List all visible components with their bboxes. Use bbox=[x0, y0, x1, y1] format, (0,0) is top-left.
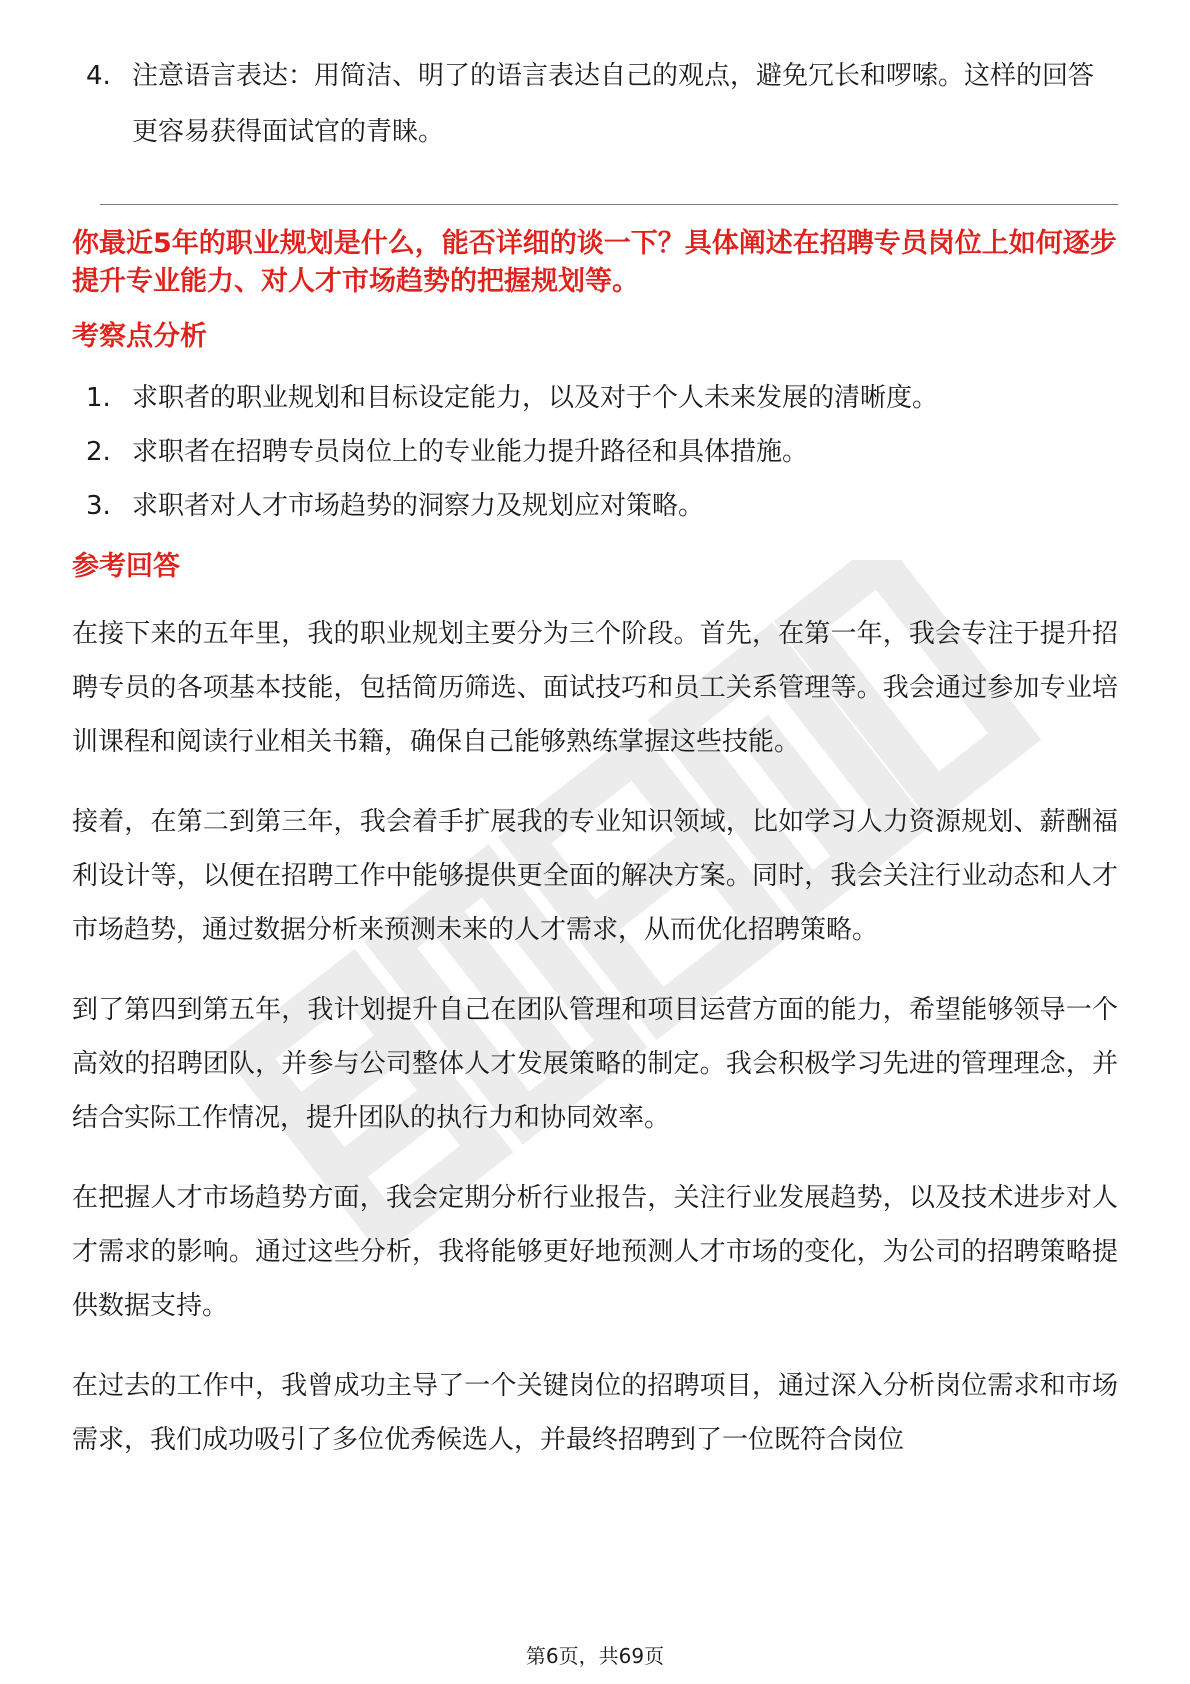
list-text: 求职者在招聘专员岗位上的专业能力提升路径和具体措施。 bbox=[132, 437, 809, 467]
answer-paragraph: 在过去的工作中，我曾成功主导了一个关键岗位的招聘项目，通过深入分析岗位需求和市场需求，我们成功吸引了多位优秀候选人，并最终招聘到了一位既符合岗位 bbox=[72, 1371, 1118, 1455]
list-number: 3. bbox=[86, 491, 111, 521]
answer-paragraph: 在把握人才市场趋势方面，我会定期分析行业报告，关注行业发展趋势，以及技术进步对人才需求的影响。通过这些分析，我将能够更好地预测人才市场的变化，为公司的招聘策略提供数据支持。 bbox=[72, 1183, 1118, 1321]
answer-heading: 参考回答 bbox=[72, 551, 180, 582]
list-text: 求职者的职业规划和目标设定能力，以及对于个人未来发展的清晰度。 bbox=[132, 383, 939, 413]
question-heading: 你最近5年的职业规划是什么，能否详细的谈一下？具体阐述在招聘专员岗位上如何逐步提升专业能力、对人才市场趋势的把握规划等。 bbox=[72, 228, 1117, 297]
answer-paragraph: 到了第四到第五年，我计划提升自己在团队管理和项目运营方面的能力，希望能够领导一个高效的招聘团队，并参与公司整体人才发展策略的制定。我会积极学习先进的管理理念，并结合实际工作情况，提升团队的执行力和协同效率。 bbox=[72, 995, 1118, 1133]
answer-paragraph: 接着，在第二到第三年，我会着手扩展我的专业知识领域，比如学习人力资源规划、薪酬福利设计等，以便在招聘工作中能够提供更全面的解决方案。同时，我会关注行业动态和人才市场趋势，通过数据分析来预测未来的人才需求，从而优化招聘策略。 bbox=[72, 807, 1118, 945]
list-item bbox=[72, 479, 1118, 533]
page-content bbox=[72, 48, 1118, 1493]
answer-paragraph: 在接下来的五年里，我的职业规划主要分为三个阶段。首先，在第一年，我会专注于提升招聘专员的各项基本技能，包括简历筛选、面试技巧和员工关系管理等。我会通过参加专业培训课程和阅读行业相关书籍，确保自己能够熟练掌握这些技能。 bbox=[72, 619, 1118, 757]
analysis-heading: 考察点分析 bbox=[72, 321, 207, 352]
section-divider bbox=[100, 204, 1118, 205]
page-number-footer: 第6页，共69页 bbox=[525, 1644, 665, 1668]
list-item bbox=[72, 425, 1118, 479]
list-number: 2. bbox=[86, 437, 111, 467]
list-text: 求职者对人才市场趋势的洞察力及规划应对策略。 bbox=[132, 491, 705, 521]
list-text: 注意语言表达：用简洁、明了的语言表达自己的观点，避免冗长和啰嗦。这样的回答更容易获得面试官的青睐。 bbox=[132, 61, 1095, 147]
analysis-list bbox=[72, 371, 1118, 533]
list-item bbox=[72, 371, 1118, 425]
list-number: 4. bbox=[86, 61, 111, 91]
list-item bbox=[72, 48, 1118, 160]
list-number: 1. bbox=[86, 383, 111, 413]
